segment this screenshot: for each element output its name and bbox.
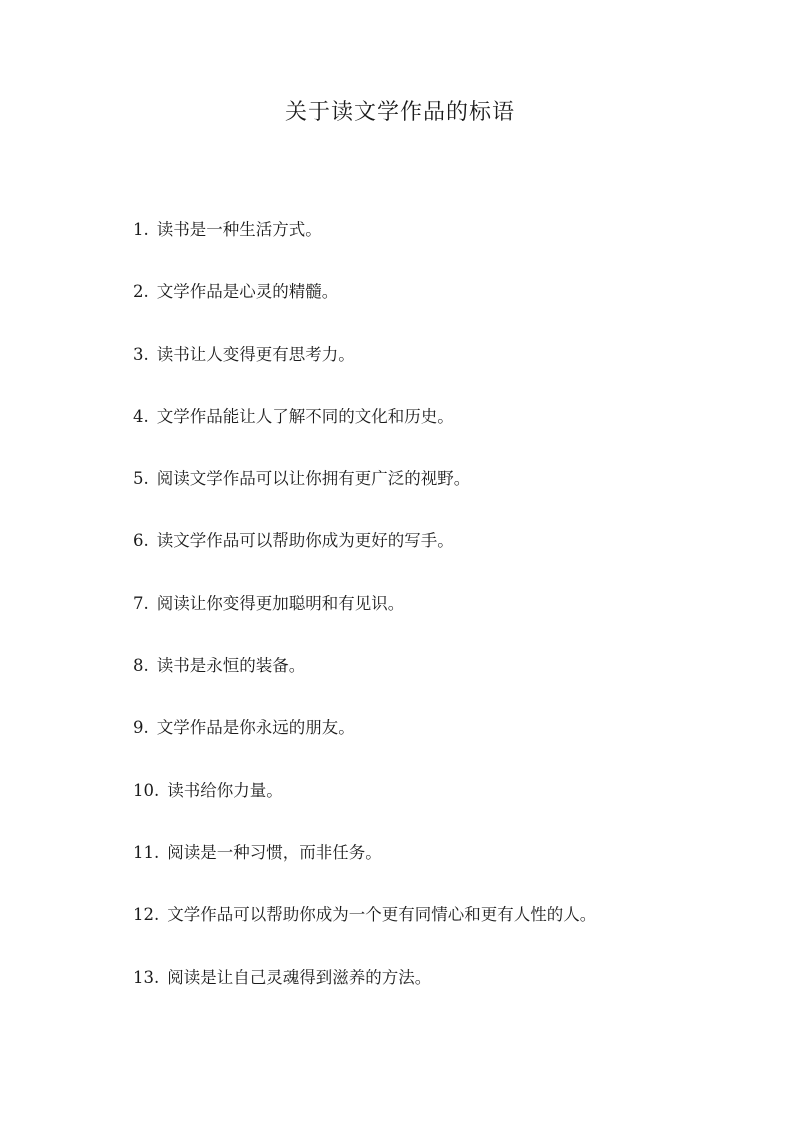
- item-number: 6.: [133, 531, 149, 551]
- list-item: [133, 835, 753, 897]
- item-text: 阅读文学作品可以让你拥有更广泛的视野。: [156, 469, 471, 489]
- list-item: [133, 773, 753, 835]
- item-text: 阅读是一种习惯，而非任务。: [167, 842, 382, 862]
- list-item: [133, 274, 753, 336]
- item-number: 2.: [133, 282, 149, 302]
- item-number: 5.: [133, 469, 149, 489]
- item-number: 7.: [133, 593, 149, 613]
- item-text: 文学作品能让人了解不同的文化和历史。: [156, 406, 454, 426]
- item-number: 12.: [133, 905, 160, 925]
- list-item: [133, 960, 753, 1022]
- item-number: 4.: [133, 406, 149, 426]
- item-number: 3.: [133, 344, 149, 364]
- item-text: 读文学作品可以帮助你成为更好的写手。: [156, 531, 454, 551]
- item-number: 9.: [133, 718, 149, 738]
- item-number: 8.: [133, 656, 149, 676]
- item-text: 文学作品是你永远的朋友。: [156, 718, 355, 738]
- item-text: 阅读是让自己灵魂得到滋养的方法。: [167, 967, 432, 987]
- item-number: 10.: [133, 780, 160, 800]
- item-number: 13.: [133, 967, 160, 987]
- item-text: 读书是永恒的装备。: [156, 656, 306, 676]
- list-item: [133, 710, 753, 772]
- item-text: 读书让人变得更有思考力。: [156, 344, 355, 364]
- item-text: 文学作品是心灵的精髓。: [156, 282, 339, 302]
- list-item: [133, 586, 753, 648]
- slogan-list: [133, 212, 753, 1022]
- list-item: [133, 523, 753, 585]
- list-item: [133, 897, 753, 959]
- item-text: 读书是一种生活方式。: [156, 220, 322, 239]
- list-item: [133, 212, 753, 274]
- list-item: [133, 399, 753, 461]
- item-text: 阅读让你变得更加聪明和有见识。: [156, 593, 405, 613]
- list-item: [133, 648, 753, 710]
- item-number: 1.: [133, 220, 149, 239]
- list-item: [133, 461, 753, 523]
- document-title: 关于读文学作品的标语: [284, 100, 515, 125]
- item-text: 文学作品可以帮助你成为一个更有同情心和更有人性的人。: [167, 905, 597, 925]
- list-item: [133, 337, 753, 399]
- item-text: 读书给你力量。: [167, 780, 283, 800]
- item-number: 11.: [133, 842, 160, 862]
